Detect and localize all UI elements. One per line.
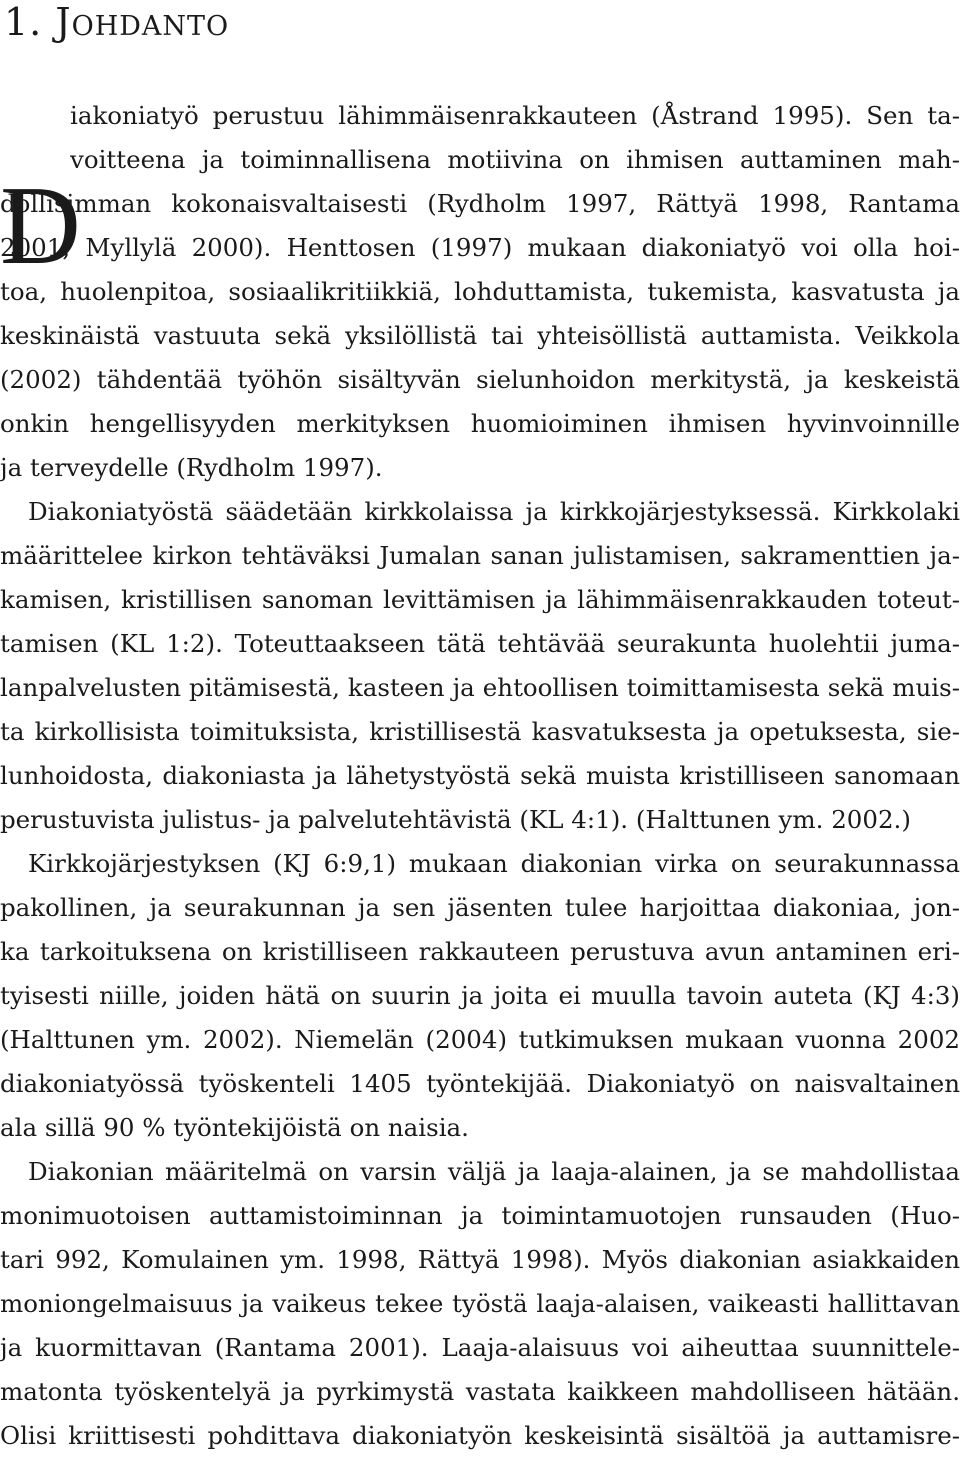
text-line: monimuotoisen auttamistoiminnan ja toimintamuotojen runsauden (Huo- — [0, 1201, 960, 1230]
text-line: ala sillä 90 % työntekijöistä on naisia. — [0, 1113, 469, 1142]
text-line: perustuvista julistus- ja palvelutehtävistä (KL 4:1). (Halttunen ym. 2002.) — [0, 805, 911, 834]
text-line: ka tarkoituksena on kristilliseen rakkauteen perustuva avun antaminen eri- — [0, 937, 960, 966]
chapter-heading — [4, 0, 229, 44]
text-line: moniongelmaisuus ja vaikeus tekee työstä laaja-alaisen, vaikeasti hallittavan — [0, 1289, 960, 1318]
text-line: lanpalvelusten pitämisestä, kasteen ja ehtoollisen toimittamisesta sekä muis- — [0, 673, 960, 702]
text-line: 2001, Myllylä 2000). Henttosen (1997) mukaan diakoniatyö voi olla hoi- — [0, 233, 960, 262]
text-line: (Halttunen ym. 2002). Niemelän (2004) tutkimuksen mukaan vuonna 2002 — [0, 1025, 960, 1054]
text-line: toa, huolenpitoa, sosiaalikritiikkiä, lohduttamista, tukemista, kasvatusta ja — [0, 277, 960, 306]
text-line: määrittelee kirkon tehtäväksi Jumalan sanan julistamisen, sakramenttien ja- — [0, 541, 960, 570]
text-line: kamisen, kristillisen sanoman levittämisen ja lähimmäisenrakkauden toteut- — [0, 585, 960, 614]
text-line: Kirkkojärjestyksen (KJ 6:9,1) mukaan diakonian virka on seurakunnassa — [28, 849, 960, 878]
chapter-title: Johdanto — [55, 0, 230, 44]
chapter-number: 1. — [4, 0, 43, 44]
text-line: diakoniatyössä työskenteli 1405 työntekijää. Diakoniatyö on naisvaltainen — [0, 1069, 960, 1098]
text-line: voitteena ja toiminnallisena motiivina on ihmisen auttaminen mah- — [70, 145, 960, 174]
text-line: tamisen (KL 1:2). Toteuttaakseen tätä tehtävää seurakunta huolehtii juma- — [0, 629, 960, 658]
text-line: Diakoniatyöstä säädetään kirkkolaissa ja kirkkojärjestyksessä. Kirkkolaki — [28, 497, 960, 526]
text-line: onkin hengellisyyden merkityksen huomioiminen ihmisen hyvinvoinnille — [0, 409, 960, 438]
text-line: tyisesti niille, joiden hätä on suurin ja joita ei muulla tavoin auteta (KJ 4:3) — [0, 981, 960, 1010]
text-line: iakoniatyö perustuu lähimmäisenrakkauteen (Åstrand 1995). Sen ta- — [70, 101, 960, 130]
text-line: lunhoidosta, diakoniasta ja lähetystyöstä sekä muista kristilliseen sanomaan — [0, 761, 960, 790]
text-line: Diakonian määritelmä on varsin väljä ja laaja-alainen, ja se mahdollistaa — [28, 1157, 960, 1186]
text-line: ja kuormittavan (Rantama 2001). Laaja-alaisuus voi aiheuttaa suunnittele- — [0, 1333, 960, 1362]
text-line: Olisi kriittisesti pohdittava diakoniatyön keskeisintä sisältöä ja auttamisre- — [0, 1421, 960, 1450]
text-line: ta kirkollisista toimituksista, kristillisestä kasvatuksesta ja opetuksesta, sie- — [0, 717, 960, 746]
text-line: tari 992, Komulainen ym. 1998, Rättyä 1998). Myös diakonian asiakkaiden — [0, 1245, 960, 1274]
text-line: ja terveydelle (Rydholm 1997). — [0, 453, 383, 482]
text-line: dollisimman kokonaisvaltaisesti (Rydholm 1997, Rättyä 1998, Rantama — [0, 189, 960, 218]
text-line: keskinäistä vastuuta sekä yksilöllistä tai yhteisöllistä auttamista. Veikkola — [0, 321, 960, 350]
text-line: pakollinen, ja seurakunnan ja sen jäsenten tulee harjoittaa diakoniaa, jon- — [0, 893, 960, 922]
drop-cap: D — [0, 164, 81, 288]
text-line: matonta työskentelyä ja pyrkimystä vastata kaikkeen mahdolliseen hätään. — [0, 1377, 960, 1406]
text-line: (2002) tähdentää työhön sisältyvän sielunhoidon merkitystä, ja keskeistä — [0, 365, 960, 394]
